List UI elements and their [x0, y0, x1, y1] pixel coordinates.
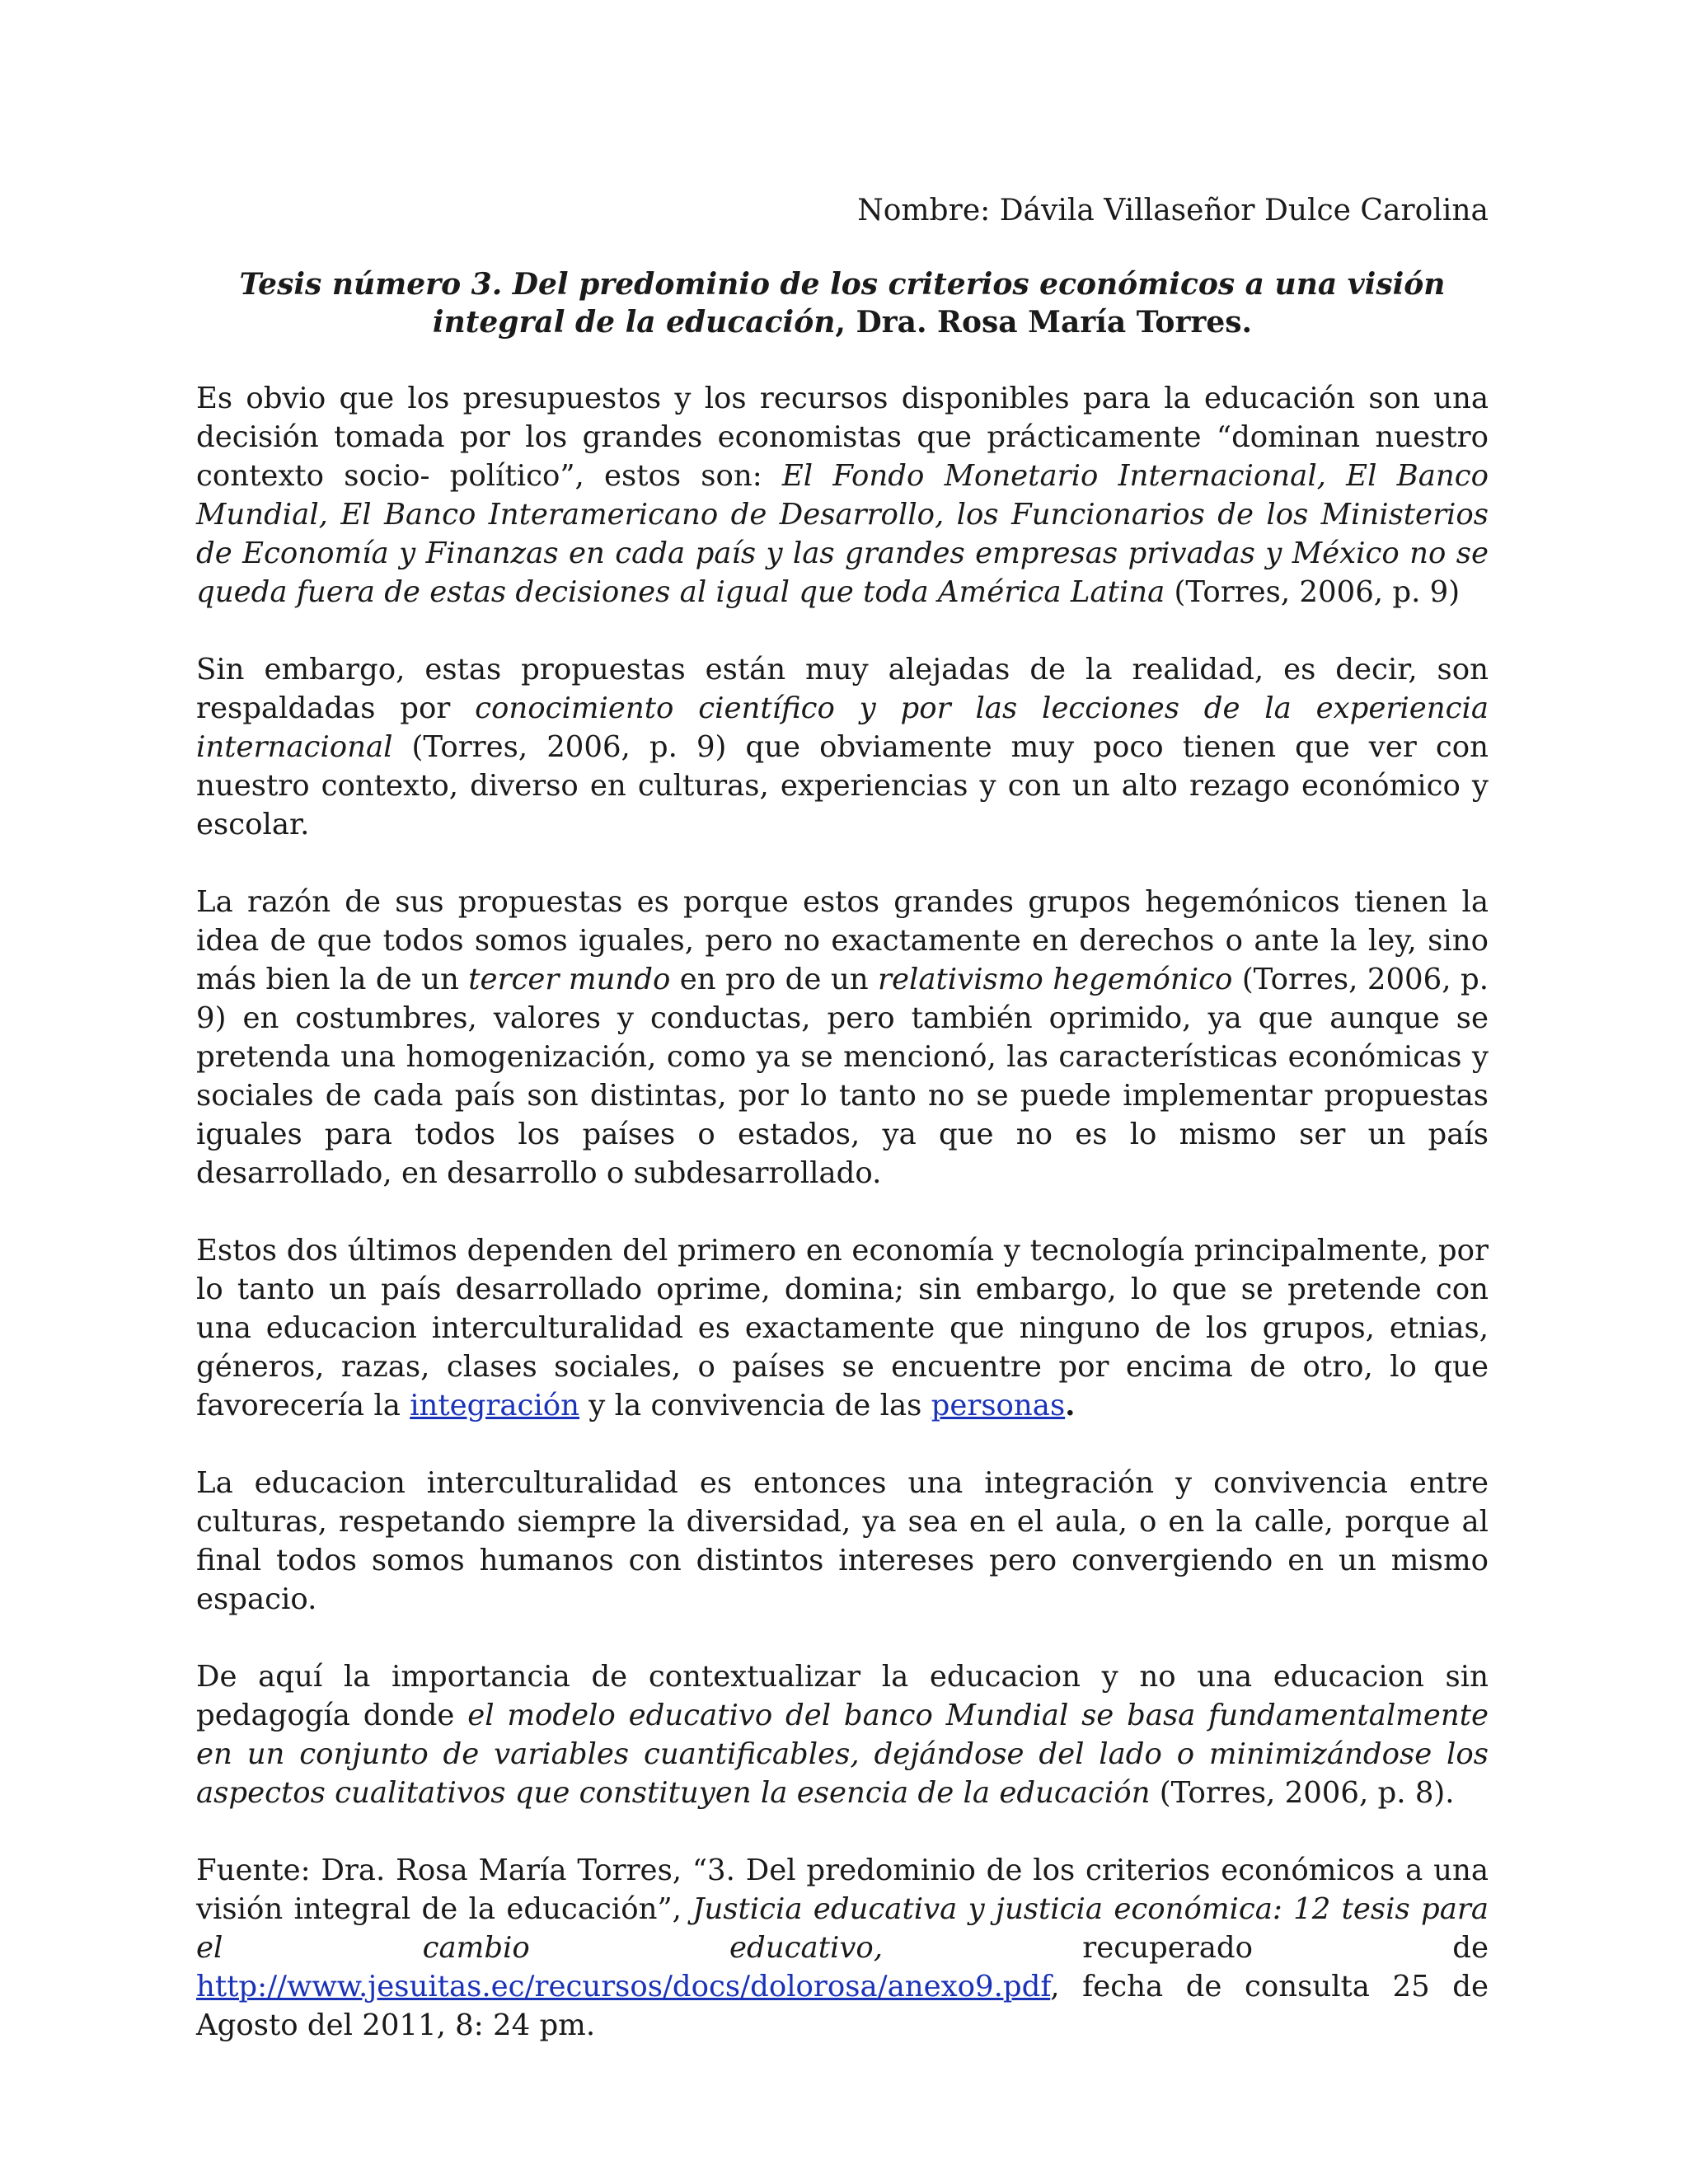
source-reference [196, 1851, 1489, 2045]
p2-text-a: Sin embargo, estas propuestas están muy alejadas de la realidad, es decir, son respaldadas por [196, 653, 1489, 725]
source-text-c: recuperado de [883, 1931, 1489, 1965]
p3-term-2: relativismo hegemónico [878, 963, 1233, 996]
paragraph-6 [196, 1657, 1489, 1812]
paragraph-3 [196, 883, 1489, 1193]
p6-citation: (Torres, 2006, p. 8). [1150, 1776, 1455, 1810]
p1-quote: El Fondo Monetario Internacional, El Banco Mundial, El Banco Interamericano de Desarrollo, los Funcionarios de los Ministerios de Economía y Finanzas en cada país y las grandes empresas privadas y México no se queda fuera de estas decisiones al igual que toda América Latina [196, 459, 1489, 609]
p4-text-b: y la convivencia de las [579, 1389, 931, 1422]
p3-text-e: (Torres, 2006, p. 9) en costumbres, valores y conductas, pero también oprimido, ya que aunque se pretenda una homogenización, como ya se mencionó, las características económicas y sociales de cada país son distintas, por lo tanto no se puede implementar propuestas iguales para todos los países o estados, ya que no es lo mismo ser un país desarrollado, en desarrollo o subdesarrollado. [196, 963, 1489, 1190]
integracion-link[interactable]: integración [410, 1389, 580, 1422]
p2-quote: conocimiento científico y por las lecciones de la experiencia internacional [196, 691, 1489, 764]
p3-text-c: en pro de un [670, 963, 879, 996]
paragraph-5 [196, 1464, 1489, 1619]
p3-text-a: La razón de sus propuestas es porque estos grandes grupos hegemónicos tienen la idea de que todos somos iguales, pero no exactamente en derechos o ante la ley, sino más bien la de un [196, 885, 1489, 996]
document-title [196, 265, 1489, 341]
p2-text-c: (Torres, 2006, p. 9) que obviamente muy poco tienen que ver con nuestro contexto, diverso en culturas, experiencias y con un alto rezago económico y escolar. [196, 730, 1489, 841]
source-text-d: , fecha de consulta 25 de Agosto del 2011, 8: 24 pm. [196, 1970, 1489, 2042]
p3-term-1: tercer mundo [468, 963, 671, 996]
title-italic: Tesis número 3. Del predominio de los criterios económicos a una visión integral de la educación [239, 267, 1446, 340]
p1-citation: (Torres, 2006, p. 9) [1165, 575, 1461, 609]
p1-text-a: Es obvio que los presupuestos y los recursos disponibles para la educación son una decisión tomada por los grandes economistas que prácticamente “dominan nuestro contexto socio- político”, estos son: [196, 382, 1489, 493]
p4-period: . [1065, 1389, 1076, 1422]
paragraph-1 [196, 379, 1489, 612]
paragraph-4 [196, 1231, 1489, 1425]
personas-link[interactable]: personas [931, 1389, 1066, 1422]
source-url-link[interactable]: http://www.jesuitas.ec/recursos/docs/dolorosa/anexo9.pdf [196, 1970, 1051, 2004]
author-name: Nombre: Dávila Villaseñor Dulce Carolina [857, 194, 1489, 227]
source-text-a: Fuente: Dra. Rosa María Torres, “3. Del predominio de los criterios económicos a una visión integral de la educación”, [196, 1854, 1489, 1926]
paragraph-2 [196, 650, 1489, 844]
source-book-title: Justicia educativa y justicia económica: 12 tesis para el cambio educativo, [196, 1892, 1489, 1965]
p6-quote: el modelo educativo del banco Mundial se basa fundamentalmente en un conjunto de variables cuantificables, dejándose del lado o minimizándose los aspectos cualitativos que constituyen la esencia de la educación [196, 1699, 1489, 1810]
title-author: , Dra. Rosa María Torres. [835, 305, 1253, 340]
p6-text-a: De aquí la importancia de contextualizar la educacion y no una educacion sin pedagogía donde [196, 1660, 1489, 1732]
p5-text: La educacion interculturalidad es entonces una integración y convivencia entre culturas, respetando siempre la diversidad, ya sea en el aula, o en la calle, porque al final todos somos humanos con distintos intereses pero convergiendo en un mismo espacio. [196, 1466, 1489, 1616]
p4-text-a: Estos dos últimos dependen del primero en economía y tecnología principalmente, por lo tanto un país desarrollado oprime, domina; sin embargo, lo que se pretende con una educacion interculturalidad es exactamente que ninguno de los grupos, etnias, géneros, razas, clases sociales, o países se encuentre por encima de otro, lo que favorecería la [196, 1234, 1489, 1422]
